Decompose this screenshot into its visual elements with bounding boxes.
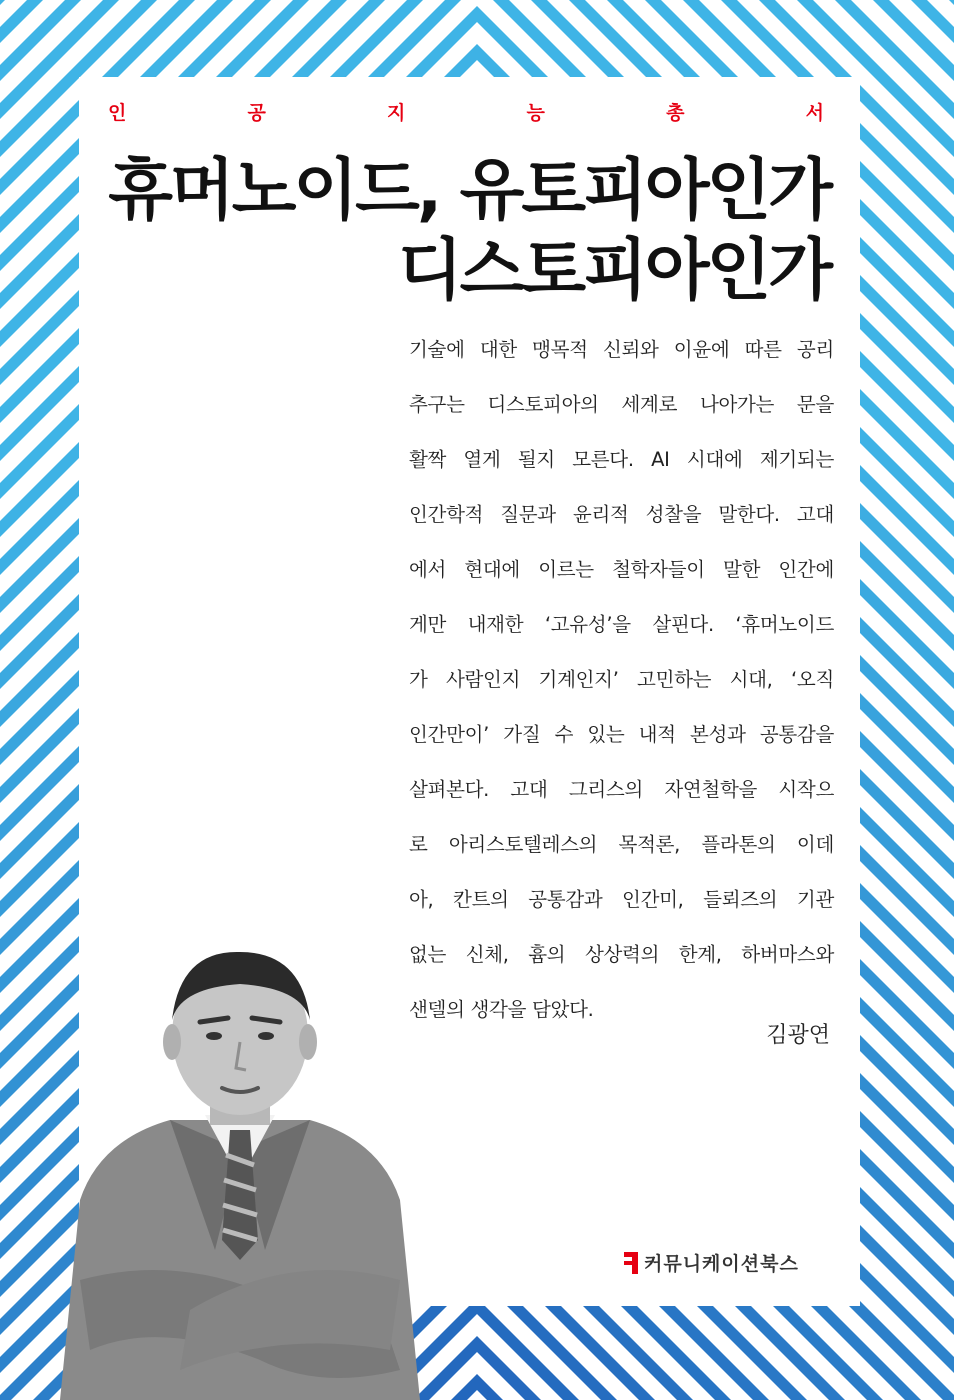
- description-line: 아, 칸트의 공통감과 인간미, 들뢰즈의 기관: [409, 888, 834, 911]
- description-line: 추구는 디스토피아의 세계로 나아가는 문을: [409, 393, 834, 416]
- series-char: 공: [247, 102, 266, 124]
- description-line: 활짝 열게 될지 모른다. AI 시대에 제기되는: [409, 448, 834, 471]
- series-char: 능: [526, 102, 545, 124]
- publisher-logo-icon: [624, 1252, 638, 1274]
- series-char: 지: [387, 102, 406, 124]
- description-line: 가 사람인지 기계인지’ 고민하는 시대, ‘오직: [409, 668, 834, 691]
- author-name: 김광연: [766, 1023, 830, 1048]
- description: [409, 322, 834, 1037]
- series-char: 서: [805, 102, 824, 124]
- publisher: [624, 1249, 799, 1276]
- description-line: 에서 현대에 이르는 철학자들이 말한 인간에: [409, 558, 834, 581]
- title-line: 디스토피아인가: [397, 231, 830, 309]
- title-line: 휴머노이드, 유토피아인가: [108, 151, 830, 229]
- series-char: 인: [108, 102, 127, 124]
- book-title: [108, 150, 830, 310]
- description-line: 인간학적 질문과 윤리적 성찰을 말한다. 고대: [409, 503, 834, 526]
- description-line: 없는 신체, 흄의 상상력의 한계, 하버마스와: [409, 943, 834, 966]
- description-line: 로 아리스토텔레스의 목적론, 플라톤의 이데: [409, 833, 834, 856]
- description-line: 인간만이’ 가질 수 있는 내적 본성과 공통감을: [409, 723, 834, 746]
- description-line: 게만 내재한 ‘고유성’을 살핀다. ‘휴머노이드: [409, 613, 834, 636]
- publisher-name: 커뮤니케이션북스: [644, 1253, 799, 1275]
- description-line: 샌델의 생각을 담았다.: [409, 998, 594, 1021]
- description-line: 기술에 대한 맹목적 신뢰와 이윤에 따른 공리: [409, 338, 834, 361]
- series-label: [108, 98, 824, 125]
- series-char: 총: [666, 102, 685, 124]
- description-line: 살펴본다. 고대 그리스의 자연철학을 시작으: [409, 778, 834, 801]
- author-portrait: [40, 950, 440, 1400]
